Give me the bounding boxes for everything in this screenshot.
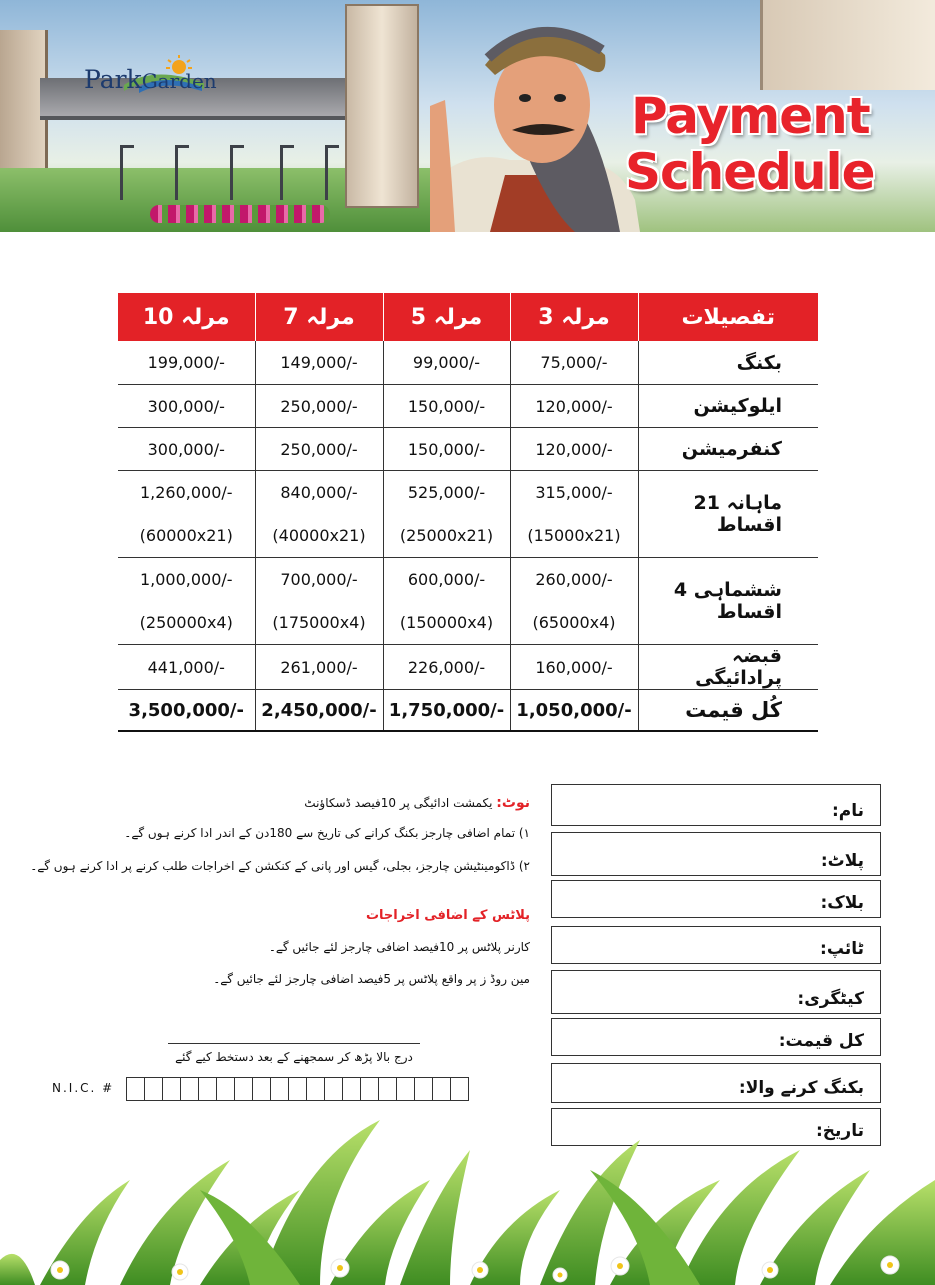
form-field-total-price[interactable] [551, 1018, 881, 1056]
table-row-halfyearly-installments [118, 558, 818, 645]
form-field-category[interactable] [551, 970, 881, 1014]
cell-value: 1,000,000/- [139, 570, 233, 589]
logo-text [84, 65, 217, 94]
table-cell: 150,000/- [383, 428, 510, 471]
table-cell: 226,000/- [383, 645, 510, 690]
table-cell: 199,000/- [118, 341, 255, 385]
note-line [304, 795, 530, 811]
row-label: 4 ششماہی اقساط [638, 558, 818, 645]
form-label: پلاٹ: [820, 851, 864, 871]
header-banner [0, 0, 935, 232]
form-label: بکنگ کرنے والا: [738, 1078, 864, 1098]
table-cell: 441,000/- [118, 645, 255, 690]
table-header-row [118, 293, 818, 341]
flower-bed [150, 205, 330, 223]
table-cell: 99,000/- [383, 341, 510, 385]
cell-detail: (250000x4) [139, 613, 233, 632]
table-cell: 120,000/- [510, 428, 638, 471]
nic-digit-box[interactable] [342, 1077, 361, 1101]
table-cell: 250,000/- [255, 428, 383, 471]
note-item-1: ۱) تمام اضافی چارجز بکنگ کرانے کی تاریخ سے 180دن کے اندر ادا کرنے ہوں گے۔ [124, 826, 530, 840]
table-cell [383, 471, 510, 558]
form-field-plot[interactable] [551, 832, 881, 876]
table-cell: 149,000/- [255, 341, 383, 385]
cell-detail: (60000x21) [139, 526, 233, 545]
row-label: کنفرمیشن [638, 428, 818, 471]
row-label: ایلوکیشن [638, 385, 818, 428]
table-cell: 250,000/- [255, 385, 383, 428]
cell-detail: (65000x4) [532, 613, 616, 632]
nic-digit-box[interactable] [144, 1077, 163, 1101]
table-row-total [118, 690, 818, 732]
row-label: کُل قیمت [638, 690, 818, 732]
table-cell-total: 1,750,000/- [383, 690, 510, 732]
table-cell [118, 471, 255, 558]
grass-decoration-icon [0, 1120, 935, 1285]
note-title: نوٹ: [496, 795, 530, 811]
signature-text: درج بالا پڑھ کر سمجھنے کے بعد دستخط کیے گئے [175, 1050, 413, 1064]
extra-charge-1: کارنر پلاٹس پر 10فیصد اضافی چارجز لئے جائیں گے۔ [268, 940, 530, 954]
table-cell [255, 471, 383, 558]
nic-digit-box[interactable] [216, 1077, 235, 1101]
nic-digit-box[interactable] [432, 1077, 451, 1101]
mascot-person-icon [430, 0, 640, 232]
header-7-marla: 7 مرلہ [255, 293, 383, 341]
table-cell: 160,000/- [510, 645, 638, 690]
row-label: 21 ماہانہ اقساط [638, 471, 818, 558]
note-text: یکمشت ادائیگی پر 10فیصد ڈسکاؤنٹ [304, 796, 493, 810]
table-cell [118, 558, 255, 645]
nic-input[interactable] [126, 1077, 468, 1101]
cell-value: 1,260,000/- [139, 483, 233, 502]
nic-digit-box[interactable] [252, 1077, 271, 1101]
page-title [625, 88, 925, 208]
table-cell-total: 1,050,000/- [510, 690, 638, 732]
cell-detail: (40000x21) [272, 526, 366, 545]
table-cell [510, 558, 638, 645]
table-cell: 261,000/- [255, 645, 383, 690]
header-3-marla: 3 مرلہ [510, 293, 638, 341]
table-cell-total: 3,500,000/- [118, 690, 255, 732]
nic-digit-box[interactable] [198, 1077, 217, 1101]
table-cell: 300,000/- [118, 385, 255, 428]
cell-detail: (175000x4) [272, 613, 366, 632]
nic-digit-box[interactable] [270, 1077, 289, 1101]
street-lamp [120, 145, 123, 200]
note-item-2: ۲) ڈاکومینٹیشن چارجز، بجلی، گیس اور پانی کے کنکشن کے اخراجات طلب کرنے پر ادا کرنے ہوں گے۔ [30, 859, 530, 873]
payment-schedule-table [118, 293, 818, 732]
nic-digit-box[interactable] [306, 1077, 325, 1101]
form-field-type[interactable] [551, 926, 881, 964]
table-cell: 75,000/- [510, 341, 638, 385]
table-cell: 300,000/- [118, 428, 255, 471]
form-label: کل قیمت: [778, 1031, 864, 1051]
table-cell: 120,000/- [510, 385, 638, 428]
cell-detail: (150000x4) [399, 613, 494, 632]
table-cell [510, 471, 638, 558]
gate-pillar-center [345, 4, 419, 208]
street-lamp [325, 145, 328, 200]
header-details: تفصیلات [638, 293, 818, 341]
cell-value: 315,000/- [535, 483, 613, 502]
table-cell [255, 558, 383, 645]
cell-value: 525,000/- [407, 483, 486, 502]
signature-line [168, 1043, 420, 1044]
street-lamp [230, 145, 233, 200]
cell-value: 840,000/- [280, 483, 358, 502]
street-lamp [175, 145, 178, 200]
form-label: بلاک: [820, 893, 864, 913]
header-5-marla: 5 مرلہ [383, 293, 510, 341]
nic-digit-box[interactable] [360, 1077, 379, 1101]
nic-digit-box[interactable] [180, 1077, 199, 1101]
nic-digit-box[interactable] [396, 1077, 415, 1101]
cell-detail: (15000x21) [527, 526, 621, 545]
title-schedule: Schedule [625, 143, 875, 201]
extra-charges-title: پلاٹس کے اضافی اخراجات [365, 908, 530, 923]
cell-value: 260,000/- [535, 570, 613, 589]
logo-park: Park [84, 65, 142, 94]
cell-detail: (25000x21) [399, 526, 494, 545]
form-label: کیٹگری: [797, 989, 864, 1009]
form-field-block[interactable] [551, 880, 881, 918]
nic-digit-box[interactable] [324, 1077, 343, 1101]
nic-digit-box[interactable] [126, 1077, 145, 1101]
form-label: ٹائپ: [820, 939, 864, 959]
row-label: بکنگ [638, 341, 818, 385]
nic-digit-box[interactable] [414, 1077, 433, 1101]
nic-digit-box[interactable] [162, 1077, 181, 1101]
form-label: نام: [831, 801, 864, 821]
title-payment: Payment [631, 87, 870, 145]
cell-value: 700,000/- [280, 570, 358, 589]
form-field-name[interactable] [551, 784, 881, 826]
table-row-booking [118, 341, 818, 385]
table-cell [383, 558, 510, 645]
nic-digit-box[interactable] [378, 1077, 397, 1101]
building-right [760, 0, 935, 90]
form-label: تاریخ: [816, 1121, 864, 1141]
table-cell: 150,000/- [383, 385, 510, 428]
nic-digit-box[interactable] [234, 1077, 253, 1101]
form-field-booked-by[interactable] [551, 1063, 881, 1103]
header-10-marla: 10 مرلہ [118, 293, 255, 341]
nic-digit-box[interactable] [288, 1077, 307, 1101]
cell-value: 600,000/- [407, 570, 486, 589]
nic-digit-box[interactable] [450, 1077, 469, 1101]
table-row-allocation [118, 385, 818, 428]
table-cell-total: 2,450,000/- [255, 690, 383, 732]
street-lamp [280, 145, 283, 200]
table-row-possession [118, 645, 818, 690]
extra-charge-2: مین روڈ ز پر واقع پلاٹس پر 5فیصد اضافی چارجز لئے جائیں گے۔ [213, 972, 530, 986]
table-row-monthly-installments [118, 471, 818, 558]
table-row-confirmation [118, 428, 818, 471]
nic-label: N.I.C. # [52, 1081, 115, 1095]
logo-garden: Garden [141, 69, 217, 93]
row-label: قبضہ پرادائیگی [638, 645, 818, 690]
